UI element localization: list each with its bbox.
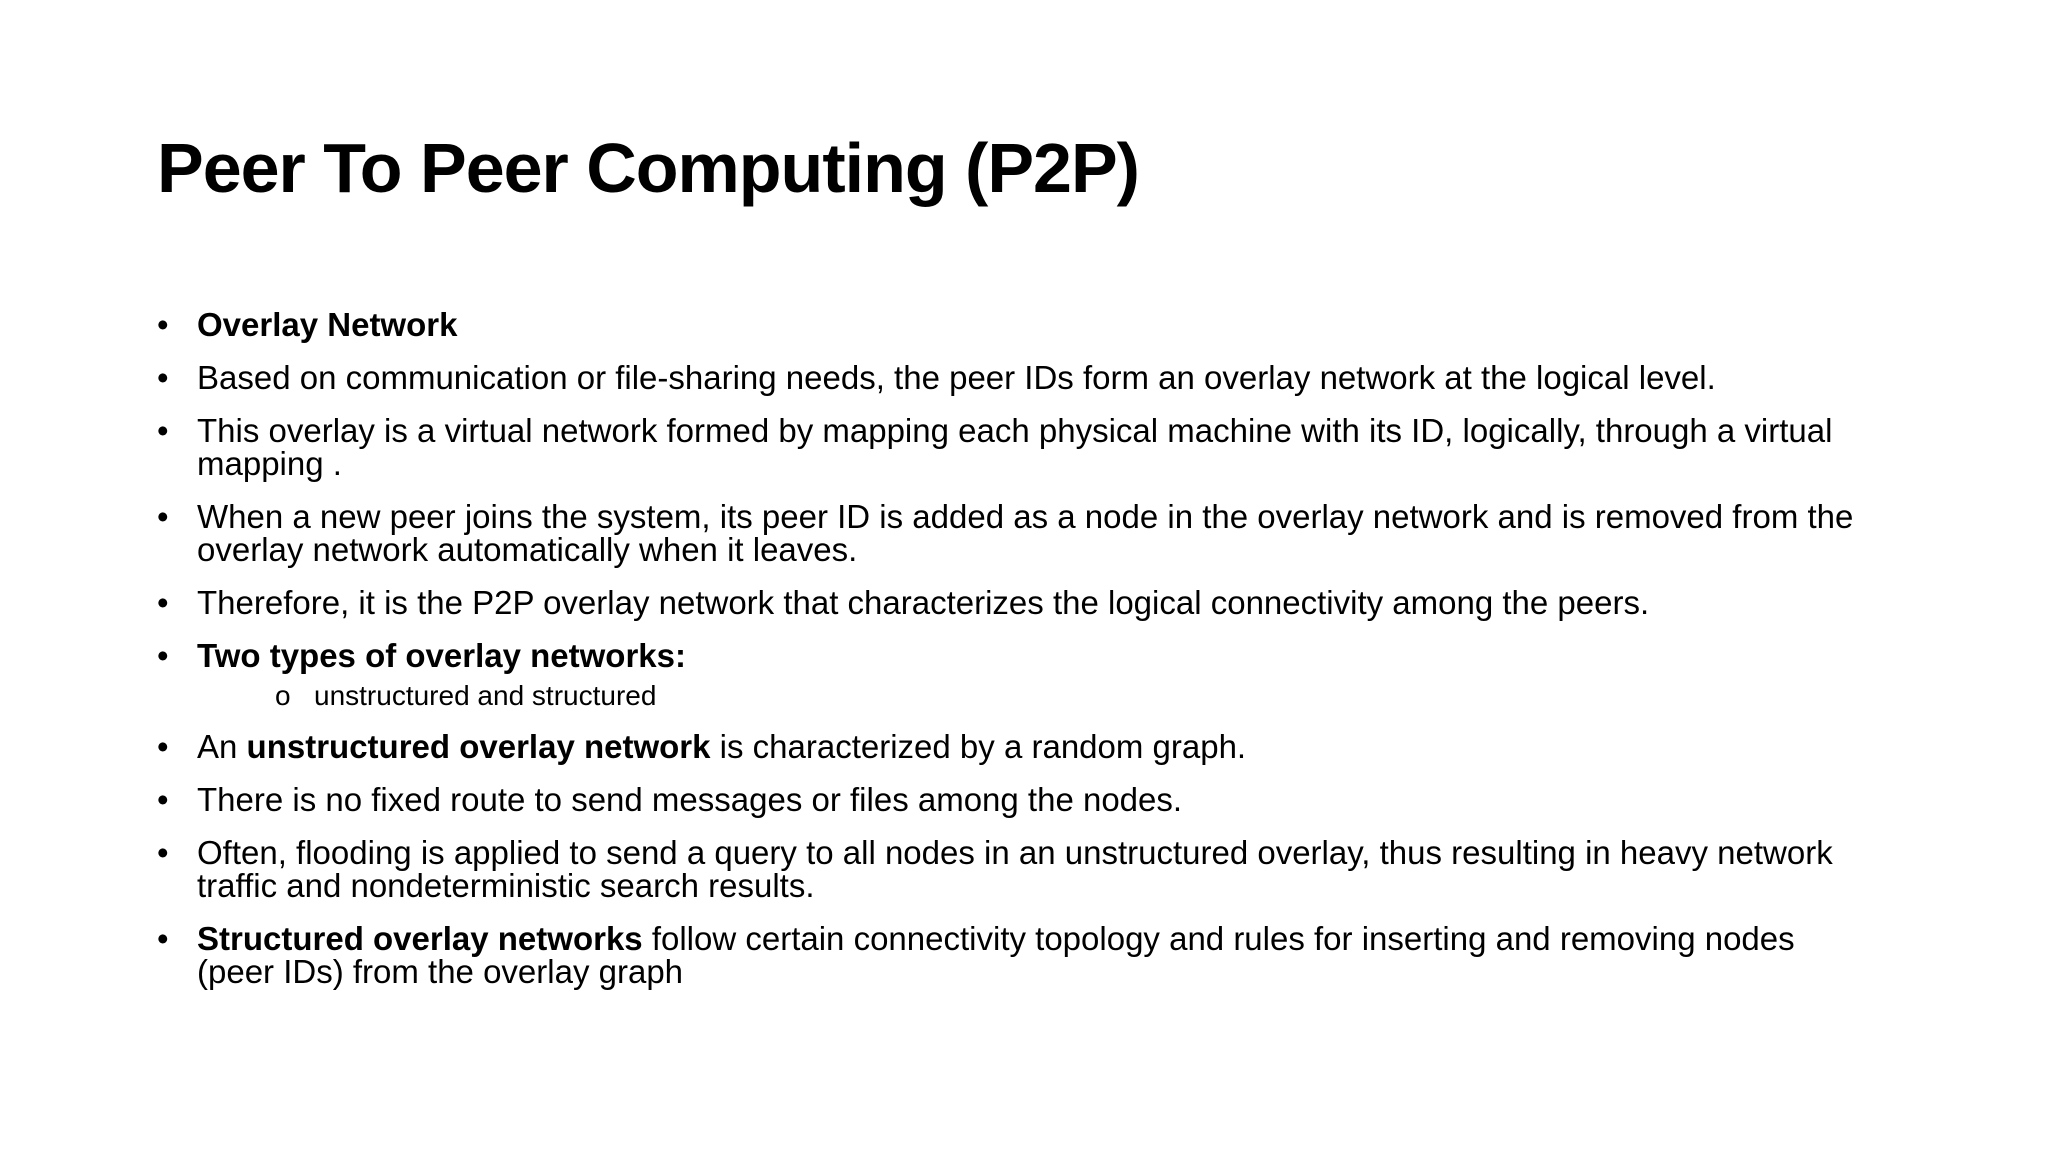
bullet-bold-text: Structured overlay networks <box>197 920 643 957</box>
bullet-item <box>157 361 1877 394</box>
bullet-item <box>157 783 1877 816</box>
sub-bullet-text: unstructured and structured <box>314 680 657 711</box>
bullet-item <box>157 836 1877 902</box>
bullet-bold-text: Overlay Network <box>197 306 458 343</box>
bullet-bold-text: Two types of overlay networks: <box>197 637 687 674</box>
bullet-list <box>157 308 1877 1008</box>
bullet-text: is characterized by a random graph. <box>710 728 1247 765</box>
sub-bullet-marker: o <box>275 680 291 711</box>
bullet-item <box>157 308 1877 341</box>
slide-title: Peer To Peer Computing (P2P) <box>157 129 1139 207</box>
bullet-marker: • <box>157 834 169 871</box>
bullet-item <box>157 639 1877 710</box>
bullet-text: follow certain connectivity topology and rules for inserting and removing nodes (peer IDs) from the overlay graph <box>197 920 1795 990</box>
bullet-marker: • <box>157 359 169 396</box>
bullet-item <box>157 730 1877 763</box>
bullet-marker: • <box>157 637 169 674</box>
bullet-item <box>157 586 1877 619</box>
bullet-item <box>157 922 1877 988</box>
bullet-bold-text: unstructured overlay network <box>246 728 711 765</box>
bullet-text: This overlay is a virtual network formed by mapping each physical machine with its ID, logically, through a virtual mapping . <box>197 412 1833 482</box>
bullet-marker: • <box>157 920 169 957</box>
sub-bullet-item <box>197 682 1877 710</box>
bullet-marker: • <box>157 498 169 535</box>
bullet-text: When a new peer joins the system, its peer ID is added as a node in the overlay network and is removed from the overlay network automatically when it leaves. <box>197 498 1854 568</box>
bullet-prefix-text: An <box>197 728 247 765</box>
bullet-text: Therefore, it is the P2P overlay network that characterizes the logical connectivity among the peers. <box>197 584 1650 621</box>
bullet-marker: • <box>157 781 169 818</box>
bullet-text: There is no fixed route to send messages or files among the nodes. <box>197 781 1183 818</box>
bullet-text: Often, flooding is applied to send a query to all nodes in an unstructured overlay, thus resulting in heavy network traffic and nondeterministic search results. <box>197 834 1833 904</box>
sub-bullet-list <box>197 682 1877 710</box>
bullet-item <box>157 500 1877 566</box>
bullet-item <box>157 414 1877 480</box>
bullet-marker: • <box>157 584 169 621</box>
bullet-marker: • <box>157 728 169 765</box>
bullet-text: Based on communication or file-sharing needs, the peer IDs form an overlay network at the logical level. <box>197 359 1716 396</box>
bullet-marker: • <box>157 306 169 343</box>
bullet-marker: • <box>157 412 169 449</box>
